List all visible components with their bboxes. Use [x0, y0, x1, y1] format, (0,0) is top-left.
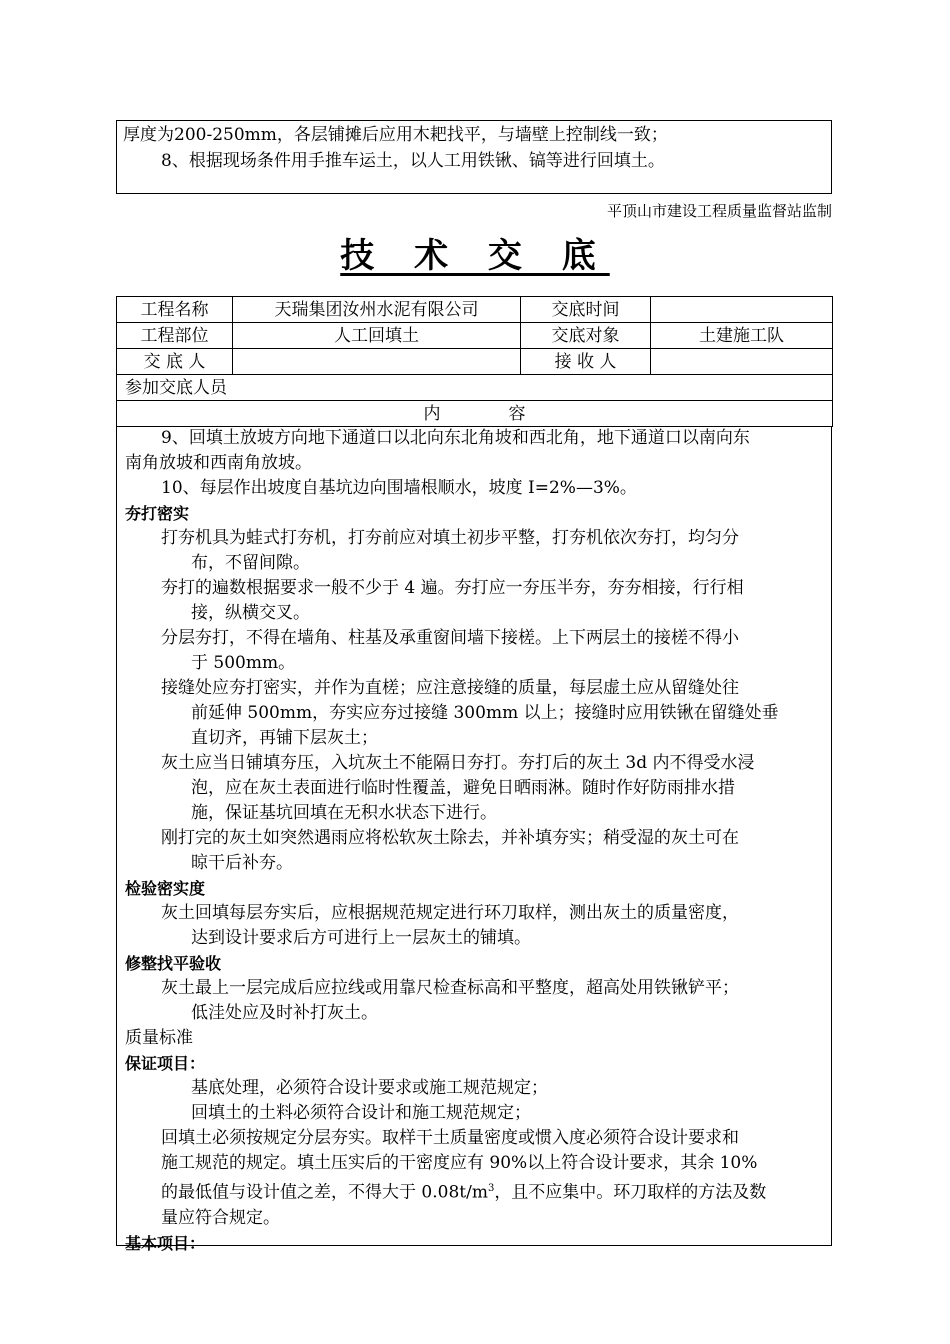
leveling-2: 低洼处应及时补打灰土。	[191, 1003, 378, 1023]
info-table	[116, 296, 833, 427]
compaction-d-1: 接缝处应夯打密实，并作为直槎；应注意接缝的质量，每层虚土应从留缝处往	[161, 678, 739, 698]
content-label: 内 容	[117, 401, 833, 427]
item-9-line-1: 9、回填土放坡方向地下通道口以北向东北角坡和西北角，地下通道口以南向东	[161, 428, 750, 448]
part-label: 工程部位	[117, 323, 233, 349]
compaction-e-3: 施，保证基坑回填在无积水状态下进行。	[191, 803, 497, 823]
compaction-d-3: 直切齐，再铺下层灰土；	[191, 728, 378, 748]
continued-content-box	[116, 120, 832, 194]
receiver-value	[651, 349, 833, 375]
guarantee-3-line-3: 的最低值与设计值之差，不得大于 $0.08t/m^3$，且不应集中。环刀取样的方法及数	[161, 1182, 767, 1203]
guarantee-3-line-2: 施工规范的规定。填土压实后的干密度应有 90%以上符合设计要求，其余 10%	[161, 1153, 758, 1173]
compaction-c-1: 分层夯打，不得在墙角、柱基及承重窗间墙下接槎。上下两层土的接槎不得小	[161, 628, 739, 648]
person-value	[233, 349, 521, 375]
compaction-c-2: 于 500mm。	[191, 653, 296, 673]
compaction-e-1: 灰土应当日铺填夯压，入坑灰土不能隔日夯打。夯打后的灰土 3d 内不得受水浸	[161, 753, 755, 773]
project-name-label: 工程名称	[117, 297, 233, 323]
table-row	[117, 349, 833, 375]
section-heading-guarantee: 保证项目：	[125, 1054, 206, 1073]
attendees-label: 参加交底人员	[117, 375, 833, 401]
guarantee-2: 回填土的土料必须符合设计和施工规范规定；	[191, 1103, 531, 1123]
compaction-f-1: 刚打完的灰土如突然遇雨应将松软灰土除去，并补填夯实；稍受湿的灰土可在	[161, 828, 739, 848]
page-title: 技 术 交 底	[340, 236, 610, 276]
item-10: 10、每层作出坡度自基坑边向围墙根顺水，坡度 I=2%—3%。	[161, 478, 637, 498]
continued-line-2: 8、根据现场条件用手推车运土，以人工用铁锹、镐等进行回填土。	[161, 151, 665, 171]
compaction-f-2: 晾干后补夯。	[191, 853, 293, 873]
quality-standard: 质量标准	[125, 1028, 193, 1048]
density-1: 灰土回填每层夯实后，应根据规范规定进行环刀取样，测出灰土的质量密度，	[161, 903, 739, 923]
supervision-note: 平顶山市建设工程质量监督站监制	[606, 202, 832, 220]
leveling-1: 灰土最上一层完成后应拉线或用靠尺检查标高和平整度，超高处用铁锹铲平；	[161, 978, 739, 998]
compaction-a-2: 布，不留间隙。	[191, 553, 310, 573]
target-value: 土建施工队	[651, 323, 833, 349]
content-body	[116, 426, 832, 1253]
density-2: 达到设计要求后方可进行上一层灰土的铺填。	[191, 928, 531, 948]
table-row	[117, 401, 833, 427]
table-row	[117, 323, 833, 349]
compaction-a-1: 打夯机具为蛙式打夯机，打夯前应对填土初步平整，打夯机依次夯打，均匀分	[161, 528, 739, 548]
person-label: 交 底 人	[117, 349, 233, 375]
continued-line-1: 厚度为200-250mm，各层铺摊后应用木耙找平，与墙壁上控制线一致；	[123, 125, 668, 145]
section-heading-compaction: 夯打密实	[125, 504, 190, 523]
guarantee-3-line-1: 回填土必须按规定分层夯实。取样干土质量密度或惯入度必须符合设计要求和	[161, 1128, 739, 1148]
guarantee-1: 基底处理，必须符合设计要求或施工规范规定；	[191, 1078, 548, 1098]
section-heading-density: 检验密实度	[125, 879, 206, 898]
table-row	[117, 297, 833, 323]
compaction-d-2: 前延伸 500mm，夯实应夯过接缝 300mm 以上；接缝时应用铁锹在留缝处垂	[191, 703, 779, 723]
guarantee-3-line-4: 量应符合规定。	[161, 1207, 280, 1228]
section-heading-leveling: 修整找平验收	[125, 954, 222, 973]
target-label: 交底对象	[521, 323, 651, 349]
part-value: 人工回填土	[233, 323, 521, 349]
compaction-e-2: 泡，应在灰土表面进行临时性覆盖，避免日晒雨淋。随时作好防雨排水措	[191, 778, 735, 798]
time-value	[651, 297, 833, 323]
receiver-label: 接 收 人	[521, 349, 651, 375]
compaction-b-1: 夯打的遍数根据要求一般不少于 4 遍。夯打应一夯压半夯，夯夯相接，行行相	[161, 578, 744, 598]
section-heading-basic: 基本项目：	[125, 1233, 206, 1253]
compaction-b-2: 接，纵横交叉。	[191, 603, 310, 623]
project-name-value: 天瑞集团汝州水泥有限公司	[233, 297, 521, 323]
time-label: 交底时间	[521, 297, 651, 323]
item-9-line-2: 南角放坡和西南角放坡。	[125, 453, 312, 473]
table-row	[117, 375, 833, 401]
